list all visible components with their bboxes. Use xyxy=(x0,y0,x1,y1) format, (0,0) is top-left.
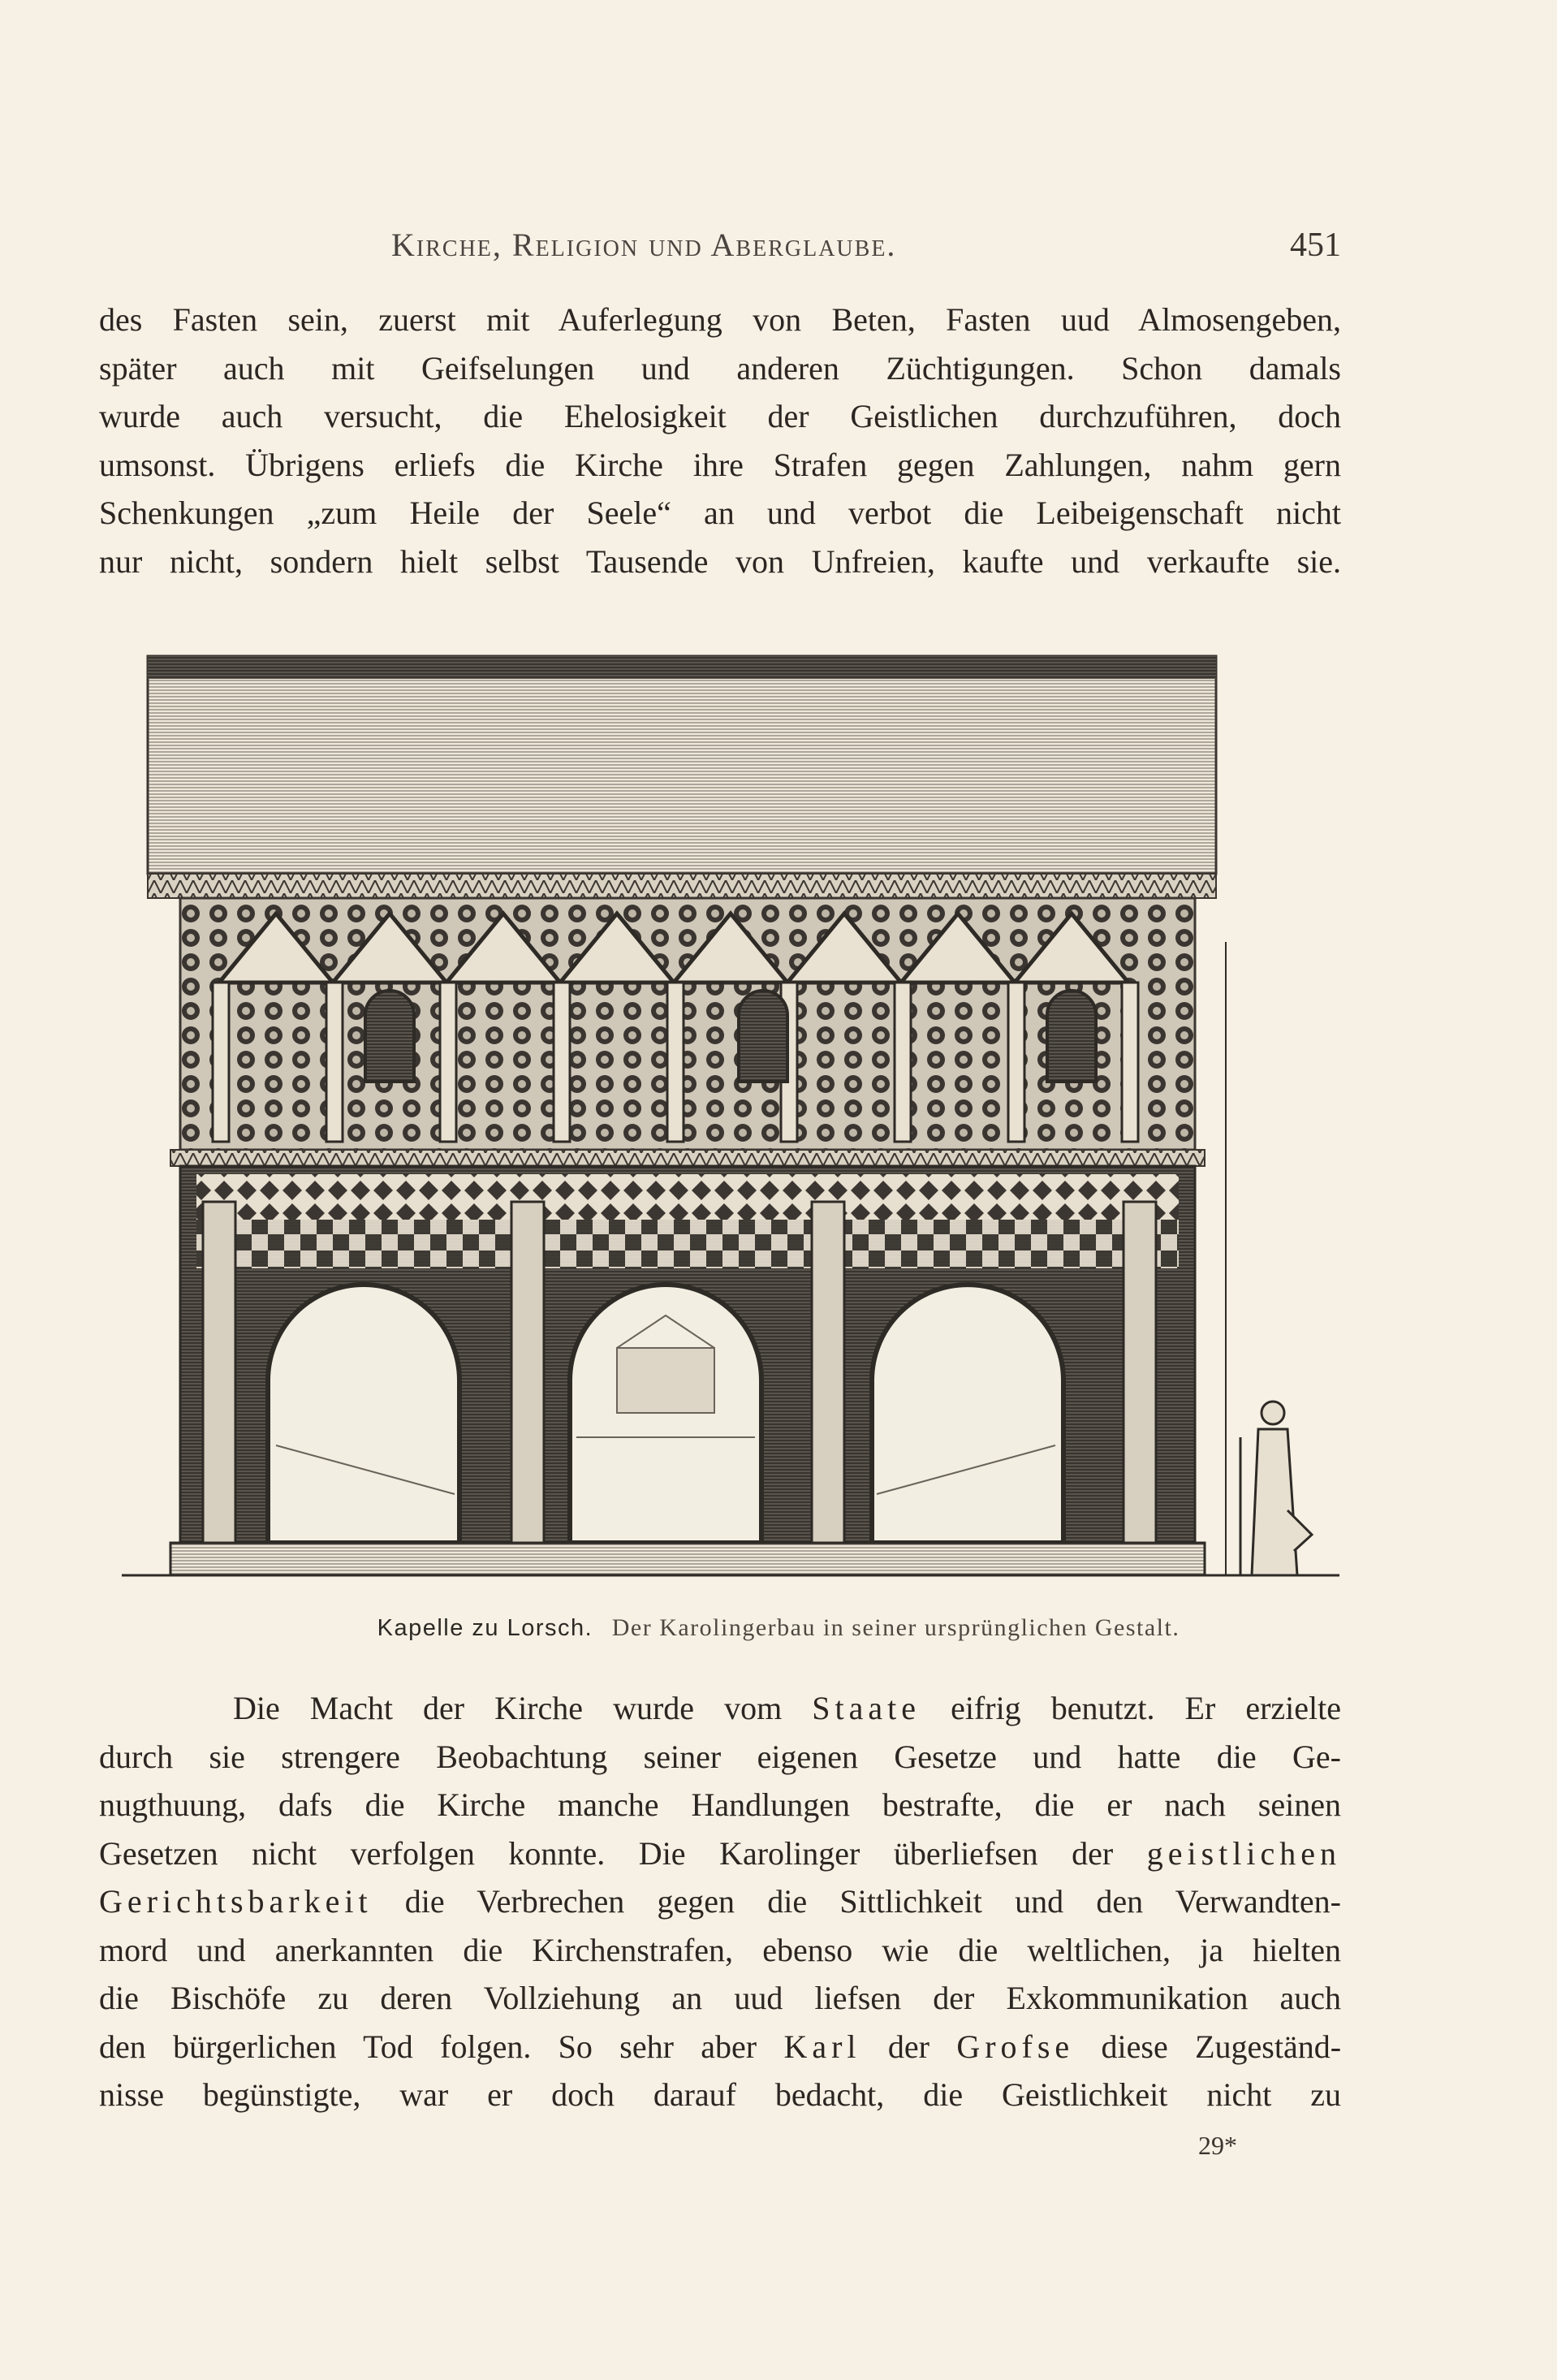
figure-caption xyxy=(0,1614,1557,1642)
text-line: die Bischöfe zu deren Vollziehung an uud liefsen der Exkommunikation auch xyxy=(99,1980,1341,2016)
text-run: der xyxy=(887,2028,929,2065)
paragraph-2 xyxy=(99,1684,1341,2119)
running-title: Kirche, Religion und Aberglaube. xyxy=(391,227,897,263)
text-line xyxy=(99,1684,1341,1733)
spaced-emphasis: Karl xyxy=(783,2028,861,2065)
roof xyxy=(148,656,1216,898)
text-line: umsonst. Übrigens erliefs die Kirche ihre Strafen gegen Zahlungen, nahm gern xyxy=(99,446,1341,483)
text-line xyxy=(99,1877,1341,1926)
text-line: durch sie strengere Beobachtung seiner eigenen Gesetze und hatte die Ge- xyxy=(99,1738,1341,1775)
text-line: wurde auch versucht, die Ehelosigkeit der Geistlichen durchzuführen, doch xyxy=(99,398,1341,434)
text-line xyxy=(99,2023,1341,2071)
text-run: eifrig benutzt. Er erzielte xyxy=(951,1690,1341,1726)
text-line: später auch mit Geifselungen und anderen Züchtigungen. Schon damals xyxy=(99,349,1341,387)
text-line: nisse begünstigte, war er doch darauf bedacht, die Geistlichkeit nicht zu xyxy=(99,2076,1341,2113)
page-number: 451 xyxy=(1290,227,1341,264)
text-run: Die Macht der Kirche wurde vom xyxy=(233,1690,783,1726)
text-line xyxy=(99,1829,1341,1878)
running-head xyxy=(99,226,1341,274)
text-run: den bürgerlichen Tod folgen. So sehr aber xyxy=(99,2028,757,2065)
spaced-emphasis: Staate xyxy=(812,1690,921,1726)
text-line: nur nicht, sondern hielt selbst Tausende von Unfreien, kaufte und verkaufte sie. xyxy=(99,542,1341,580)
text-line: mord und anerkannten die Kirchenstrafen, ebenso wie die weltlichen, ja hielten xyxy=(99,1931,1341,1968)
spaced-emphasis: Gerichtsbarkeit xyxy=(99,1883,373,1920)
monk-figure xyxy=(1240,1402,1312,1575)
text-line: nugthuung, dafs die Kirche manche Handlungen bestrafte, die er nach seinen xyxy=(99,1786,1341,1823)
signature-mark: 29* xyxy=(1198,2131,1237,2160)
caption-title: Kapelle zu Lorsch. xyxy=(377,1615,593,1641)
caption-text: Der Karolingerbau in seiner ursprünglichen Gestalt. xyxy=(611,1614,1180,1641)
upper-storey xyxy=(170,898,1205,1166)
text-run: Gesetzen nicht verfolgen konnte. Die Karolinger überliefsen der xyxy=(99,1834,1114,1872)
arcade xyxy=(170,1166,1205,1575)
text-run: diese Zugeständ- xyxy=(1101,2028,1341,2065)
paragraph-1 xyxy=(99,296,1341,585)
spaced-emphasis: geistlichen xyxy=(1146,1834,1341,1872)
text-run: die Verbrechen gegen die Sittlichkeit und den Verwandten- xyxy=(404,1883,1341,1920)
chapel-engraving xyxy=(122,633,1339,1592)
text-line: Schenkungen „zum Heile der Seele“ an und verbot die Leibeigenschaft nicht xyxy=(99,495,1341,531)
text-line: des Fasten sein, zuerst mit Auferlegung von Beten, Fasten uud Almosengeben, xyxy=(99,301,1341,338)
spaced-emphasis: Grofse xyxy=(956,2028,1075,2065)
